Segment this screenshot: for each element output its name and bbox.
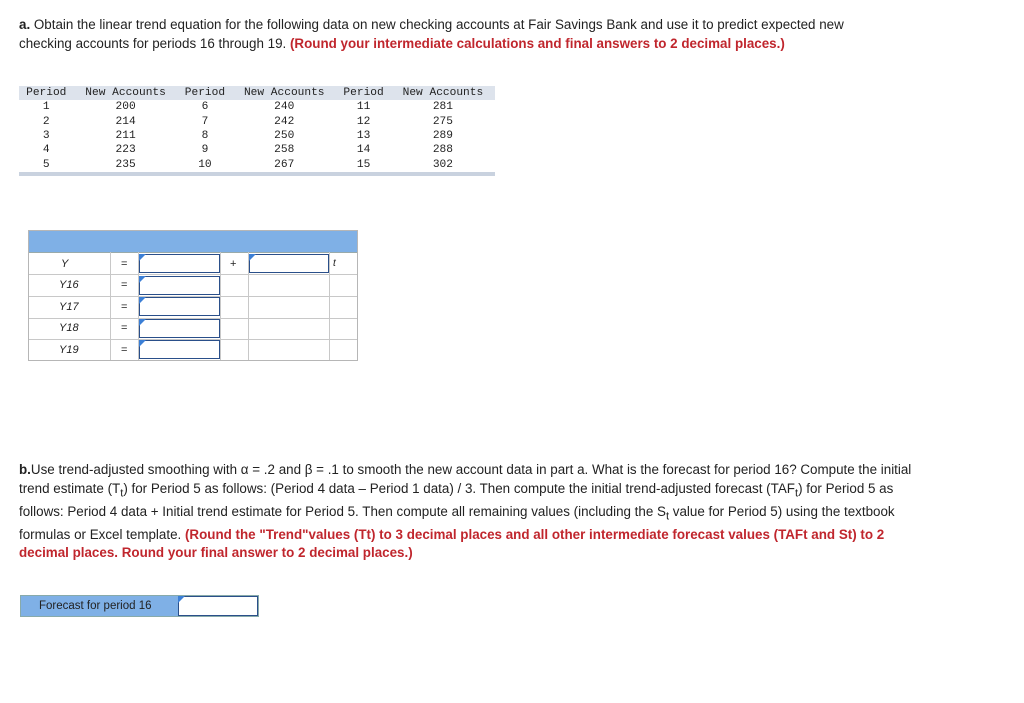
forecast-period-16-input[interactable] bbox=[178, 596, 258, 616]
equals-sign: = bbox=[121, 322, 128, 334]
equals-sign: = bbox=[121, 344, 128, 356]
trend-equation-answer-grid bbox=[28, 230, 358, 361]
grid-row-divider bbox=[29, 274, 357, 275]
table-cell: 242 bbox=[274, 115, 295, 128]
table-row bbox=[19, 129, 495, 143]
row-label-y19: Y19 bbox=[59, 344, 79, 356]
y18-input[interactable] bbox=[139, 319, 220, 338]
table-cell: 250 bbox=[274, 129, 295, 142]
answer-grid-header bbox=[29, 231, 357, 253]
grid-divider bbox=[329, 252, 330, 360]
part-b-text-2: ) for Period 5 as follows: (Period 4 data – Period 1 data) / 3. Then compute the initial trend-adjusted forecast (TAF bbox=[123, 480, 795, 496]
part-b-text-4: value for Period 5) using the textbook formulas or Excel template. bbox=[19, 503, 895, 542]
header-accounts-3: New Accounts bbox=[391, 86, 495, 100]
table-cell: 267 bbox=[274, 158, 295, 171]
table-bottom-cell bbox=[19, 172, 495, 176]
table-cell: 275 bbox=[432, 115, 453, 128]
table-cell: 223 bbox=[115, 144, 136, 157]
part-b-instruction: (Round the "Trend"values (Tt) to 3 decimal places and all other intermediate forecast values (TAFt and St) to 2 decimal places. Round your final answer to 2 decimal places.) bbox=[19, 526, 885, 561]
part-a-lead: a. bbox=[19, 17, 31, 32]
t-variable: t bbox=[333, 258, 336, 269]
plus-sign: + bbox=[230, 258, 237, 270]
table-cell: 14 bbox=[356, 144, 371, 157]
table-cell: 240 bbox=[274, 101, 295, 114]
part-b-text-1: Use trend-adjusted smoothing with α = .2 and β = .1 to smooth the new account data in part a. What is the forecast for period 16? Compute the initial trend estimate (T bbox=[19, 462, 912, 496]
table-cell: 288 bbox=[432, 144, 453, 157]
table-row bbox=[19, 158, 495, 172]
table-cell: 235 bbox=[115, 158, 136, 171]
part-a-instruction: (Round your intermediate calculations and final answers to 2 decimal places.) bbox=[289, 35, 785, 51]
equals-sign: = bbox=[121, 279, 128, 291]
table-cell: 258 bbox=[274, 144, 295, 157]
equals-sign: = bbox=[121, 258, 128, 270]
header-period-1: Period bbox=[19, 86, 74, 100]
table-cell: 214 bbox=[115, 115, 136, 128]
part-b-question bbox=[19, 461, 919, 563]
table-cell: 10 bbox=[198, 158, 212, 171]
table-cell: 15 bbox=[356, 158, 371, 171]
part-a-question bbox=[19, 16, 899, 53]
row-label-y16: Y16 bbox=[59, 279, 79, 291]
table-cell: 289 bbox=[432, 129, 453, 142]
table-cell: 4 bbox=[42, 144, 50, 157]
data-table-header-row bbox=[19, 86, 495, 100]
y16-input[interactable] bbox=[139, 276, 220, 295]
subscript-t: t bbox=[120, 487, 124, 500]
equals-sign: = bbox=[121, 301, 128, 313]
table-cell: 9 bbox=[201, 144, 209, 157]
table-cell: 3 bbox=[42, 129, 50, 142]
table-cell: 1 bbox=[42, 101, 50, 114]
table-cell: 11 bbox=[356, 101, 371, 114]
table-row bbox=[19, 114, 495, 128]
table-cell: 8 bbox=[201, 129, 209, 142]
row-label-y: Y bbox=[61, 258, 69, 270]
slope-input[interactable] bbox=[249, 254, 329, 273]
header-period-2: Period bbox=[178, 86, 233, 100]
part-a-text: Obtain the linear trend equation for the following data on new checking accounts at Fair Savings Bank and use it to predict expected new checking accounts for periods 16 through 19. bbox=[19, 17, 844, 51]
row-label-y17: Y17 bbox=[59, 301, 79, 313]
forecast-answer-row bbox=[20, 595, 259, 617]
y19-input[interactable] bbox=[139, 340, 220, 359]
table-bottom-bar bbox=[19, 172, 495, 176]
subscript-t: t bbox=[665, 510, 670, 523]
y17-input[interactable] bbox=[139, 297, 220, 316]
table-cell: 211 bbox=[115, 129, 136, 142]
part-b-text-3: ) for Period 5 as follows: Period 4 data + Initial trend estimate for Period 5. Then compute all remaining values (including the S bbox=[19, 480, 894, 519]
table-cell: 2 bbox=[42, 115, 50, 128]
header-accounts-2: New Accounts bbox=[232, 86, 336, 100]
table-cell: 12 bbox=[356, 115, 371, 128]
table-cell: 6 bbox=[201, 101, 209, 114]
subscript-t: t bbox=[794, 487, 799, 500]
checking-accounts-data-table bbox=[19, 86, 495, 176]
part-b-lead: b. bbox=[19, 462, 31, 477]
table-cell: 281 bbox=[432, 101, 453, 114]
header-period-3: Period bbox=[336, 86, 391, 100]
table-row bbox=[19, 143, 495, 157]
row-label-y18: Y18 bbox=[59, 322, 79, 334]
grid-divider bbox=[110, 252, 111, 360]
forecast-label: Forecast for period 16 bbox=[21, 596, 178, 616]
table-cell: 200 bbox=[115, 101, 136, 114]
table-cell: 13 bbox=[356, 129, 371, 142]
intercept-input[interactable] bbox=[139, 254, 220, 273]
table-row bbox=[19, 100, 495, 114]
table-cell: 302 bbox=[432, 158, 453, 171]
grid-divider bbox=[220, 252, 221, 360]
table-cell: 7 bbox=[201, 115, 209, 128]
header-accounts-1: New Accounts bbox=[74, 86, 178, 100]
table-cell: 5 bbox=[42, 158, 50, 171]
